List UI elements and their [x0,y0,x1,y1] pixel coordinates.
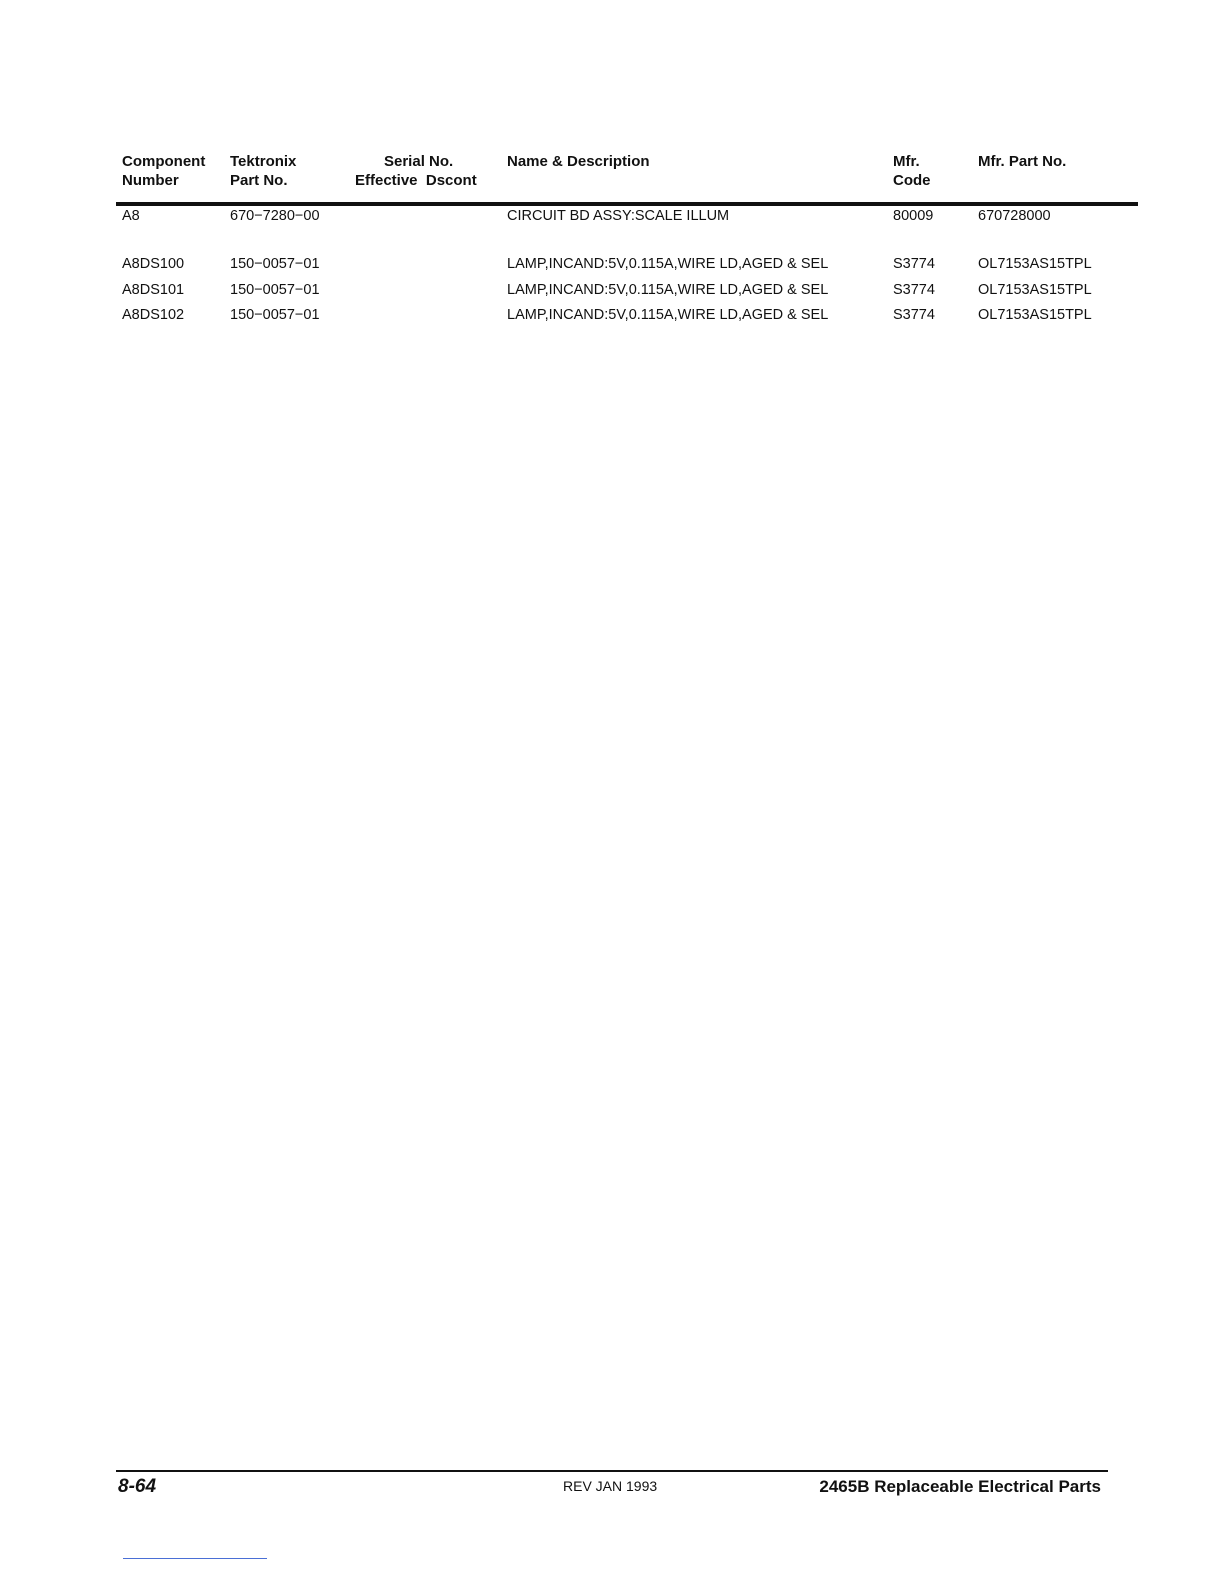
cell-component: A8 [122,208,140,224]
header-name-description [507,152,650,171]
cell-description: CIRCUIT BD ASSY:SCALE ILLUM [507,208,730,224]
cell-description: LAMP,INCAND:5V,0.115A,WIRE LD,AGED & SEL [507,282,829,298]
footer-rule [116,1470,1108,1472]
cell-mfr-code: S3774 [893,256,935,272]
header-mfr-part-no-label: Mfr. Part No. [978,153,1067,170]
cell-description: LAMP,INCAND:5V,0.115A,WIRE LD,AGED & SEL [507,307,829,323]
table-row [0,254,1224,274]
cell-component: A8DS101 [122,282,185,298]
header-component-line1: Component [122,153,206,170]
document-title: 2465B Replaceable Electrical Parts [819,1477,1101,1496]
cell-mfr-part-no: 670728000 [978,208,1051,224]
header-mfr-code [893,152,931,190]
header-mfr-code-line2: Code [893,172,931,189]
table-row [0,280,1224,300]
cell-mfr-part-no: OL7153AS15TPL [978,282,1092,298]
bottom-link-underline [123,1558,267,1559]
cell-mfr-part-no: OL7153AS15TPL [978,307,1092,323]
revision-date: REV JAN 1993 [563,1478,658,1494]
header-serial [355,152,483,190]
cell-part-no: 150−0057−01 [230,307,320,323]
header-mfr-code-line1: Mfr. [893,153,920,170]
cell-part-no: 150−0057−01 [230,282,320,298]
page-number: 8-64 [118,1476,157,1497]
header-name-description-label: Name & Description [507,153,650,170]
cell-component: A8DS100 [122,256,185,272]
cell-mfr-part-no: OL7153AS15TPL [978,256,1092,272]
cell-mfr-code: S3774 [893,307,935,323]
header-tektronix-line2: Part No. [230,172,288,189]
header-mfr-part-no [978,152,1066,171]
header-serial-line2: Effective Dscont [355,172,477,189]
cell-mfr-code: 80009 [893,208,934,224]
header-tektronix-line1: Tektronix [230,153,297,170]
cell-component: A8DS102 [122,307,185,323]
cell-part-no: 670−7280−00 [230,208,320,224]
cell-mfr-code: S3774 [893,282,935,298]
header-component [122,152,205,190]
header-component-line2: Number [122,172,179,189]
cell-part-no: 150−0057−01 [230,256,320,272]
table-row [0,206,1224,226]
header-serial-line1: Serial No. [384,153,454,170]
table-row [0,305,1224,325]
cell-description: LAMP,INCAND:5V,0.115A,WIRE LD,AGED & SEL [507,256,829,272]
header-tektronix [230,152,296,190]
